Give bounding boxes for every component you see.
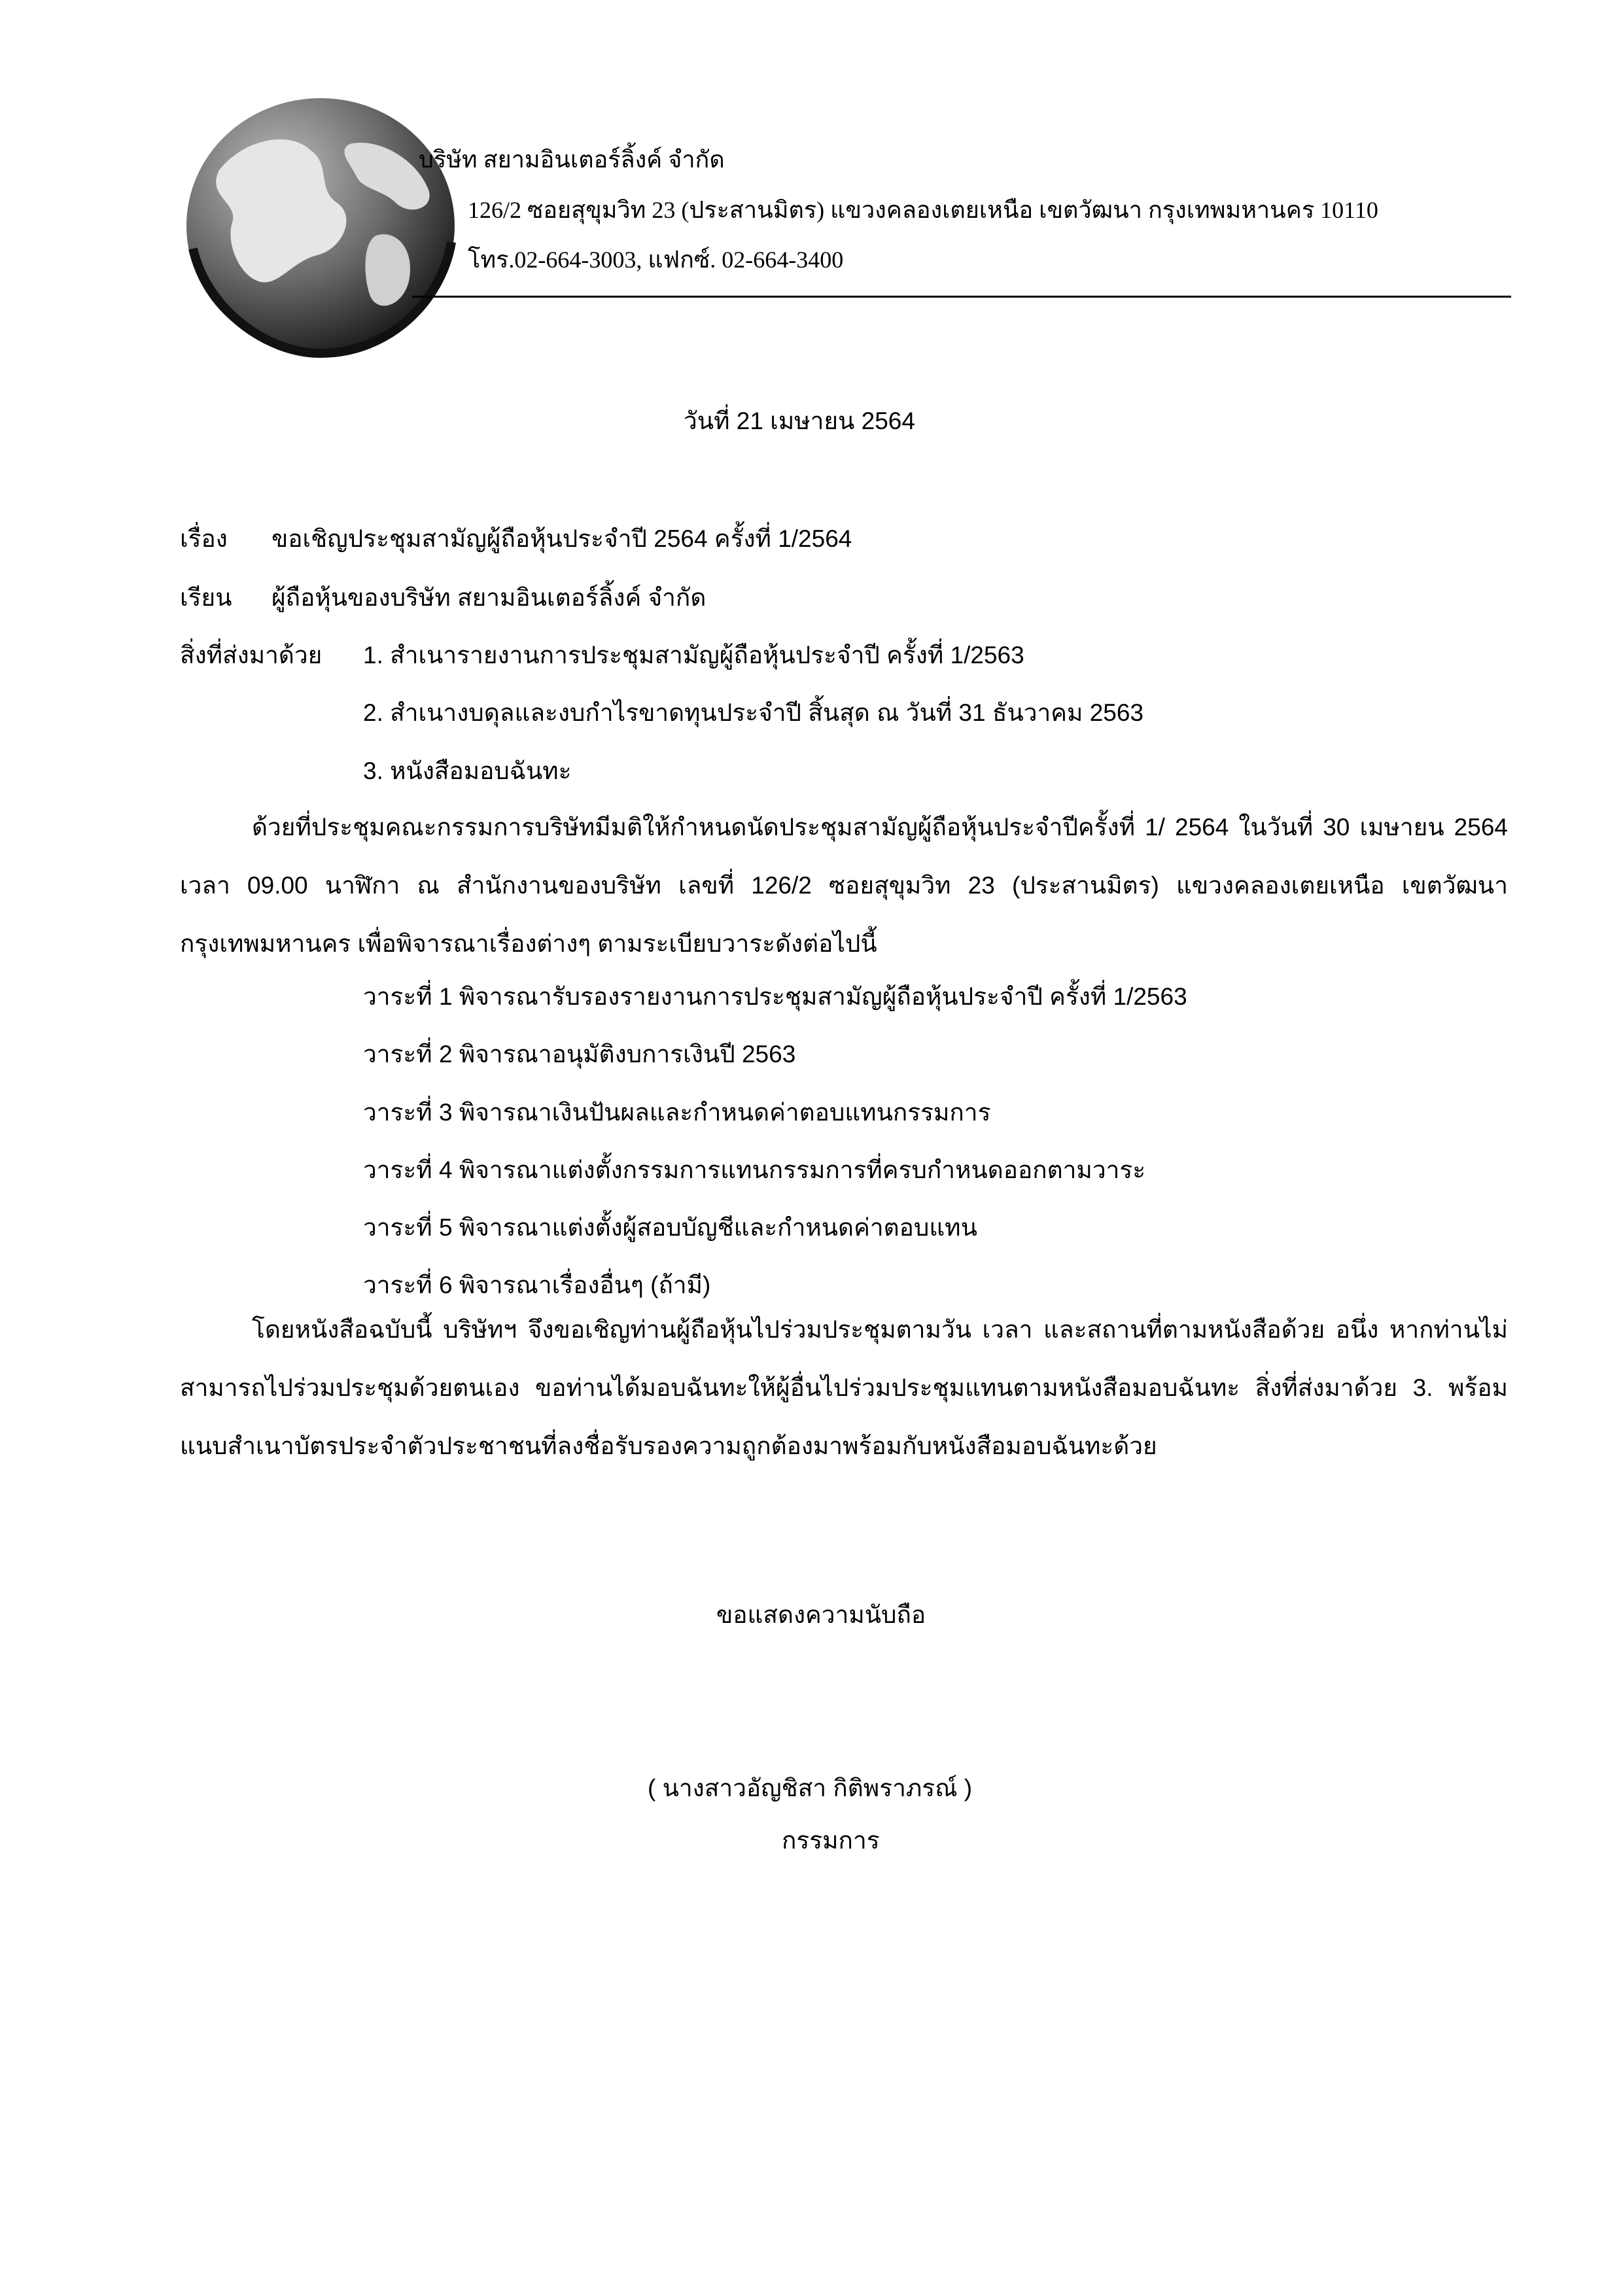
salutation: ขอแสดงความนับถือ	[716, 1601, 926, 1628]
agenda-item: วาระที่ 3 พิจารณาเงินปันผลและกำหนดค่าตอบแทนกรรมการ	[363, 1099, 991, 1126]
enclosure-item: 1. สำเนารายงานการประชุมสามัญผู้ถือหุ้นประจำปี ครั้งที่ 1/2563	[363, 642, 1024, 669]
enclosure-item: 2. สำเนางบดุลและงบกำไรขาดทุนประจำปี สิ้นสุด ณ วันที่ 31 ธันวาคม 2563	[363, 699, 1144, 726]
agenda-item: วาระที่ 6 พิจารณาเรื่องอื่นๆ (ถ้ามี)	[363, 1272, 711, 1298]
agenda-item: วาระที่ 5 พิจารณาแต่งตั้งผู้สอบบัญชีและกำหนดค่าตอบแทน	[363, 1214, 977, 1241]
subject-label: เรื่อง	[180, 525, 228, 552]
signatory-name: ( นางสาวอัญชิสา กิติพราภรณ์ )	[648, 1775, 973, 1801]
subject-text: ขอเชิญประชุมสามัญผู้ถือหุ้นประจำปี 2564 ครั้งที่ 1/2564	[271, 525, 852, 552]
agenda-item: วาระที่ 1 พิจารณารับรองรายงานการประชุมสามัญผู้ถือหุ้นประจำปี ครั้งที่ 1/2563	[363, 983, 1187, 1010]
enclosure-item: 3. หนังสือมอบฉันทะ	[363, 757, 572, 784]
header-divider	[412, 296, 1511, 298]
recipient-text: ผู้ถือหุ้นของบริษัท สยามอินเตอร์ลิ้งค์ จำกัด	[271, 584, 707, 611]
recipient-label: เรียน	[180, 584, 232, 611]
company-name: บริษัท สยามอินเตอร์ลิ้งค์ จำกัด	[419, 147, 725, 173]
signatory-title: กรรมการ	[782, 1827, 880, 1854]
company-address: 126/2 ซอยสุขุมวิท 23 (ประสานมิตร) แขวงคลองเตยเหนือ เขตวัฒนา กรุงเทพมหานคร 10110	[468, 197, 1378, 223]
globe-logo-icon	[180, 92, 461, 373]
intro-paragraph: ด้วยที่ประชุมคณะกรรมการบริษัทมีมติให้กำหนดนัดประชุมสามัญผู้ถือหุ้นประจำปีครั้งที่ 1/ 2564 ในวันที่ 30 เมษายน 2564 เวลา 09.00 นาฬิกา ณ สำนักงานของบริษัท เลขที่ 126/2 ซอยสุขุมวิท 23 (ประสานมิตร) แขวงคลองเตยเหนือ เขตวัฒนา กรุงเทพมหานคร เพื่อพิจารณาเรื่องต่างๆ ตามระเบียบวาระดังต่อไปนี้	[180, 814, 1508, 957]
agenda-item: วาระที่ 2 พิจารณาอนุมัติงบการเงินปี 2563	[363, 1041, 796, 1068]
agenda-item: วาระที่ 4 พิจารณาแต่งตั้งกรรมการแทนกรรมการที่ครบกำหนดออกตามวาระ	[363, 1157, 1146, 1183]
enclosures-label: สิ่งที่ส่งมาด้วย	[180, 642, 323, 669]
company-contact: โทร.02-664-3003, แฟกซ์. 02-664-3400	[468, 247, 844, 273]
letter-date: วันที่ 21 เมษายน 2564	[684, 408, 915, 434]
closing-paragraph: โดยหนังสือฉบับนี้ บริษัทฯ จึงขอเชิญท่านผู้ถือหุ้นไปร่วมประชุมตามวัน เวลา และสถานที่ตามหนังสือด้วย อนึ่ง หากท่านไม่สามารถไปร่วมประชุมด้วยตนเอง ขอท่านได้มอบฉันทะให้ผู้อื่นไปร่วมประชุมแทนตามหนังสือมอบฉันทะ สิ่งที่ส่งมาด้วย 3. พร้อมแนบสำเนาบัตรประจำตัวประชาชนที่ลงชื่อรับรองความถูกต้องมาพร้อมกับหนังสือมอบฉันทะด้วย	[180, 1316, 1508, 1459]
